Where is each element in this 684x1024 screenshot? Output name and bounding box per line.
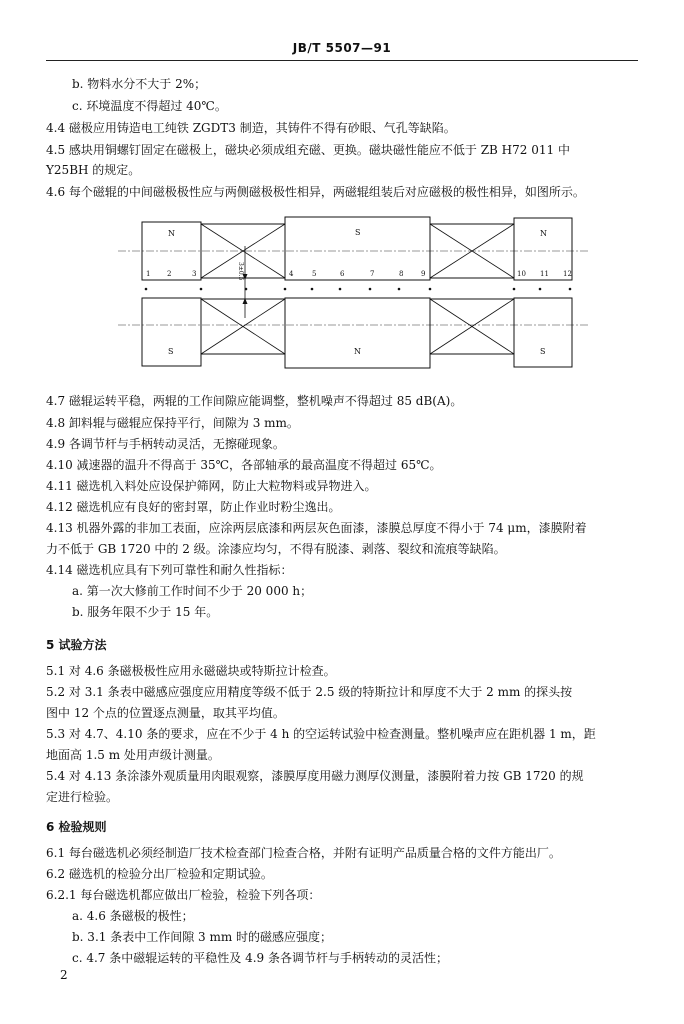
clause-5-4-cont: 定进行检验。 bbox=[46, 790, 119, 804]
pole-label-top-left: N bbox=[168, 229, 175, 238]
list-item-b: b. 3.1 条表中工作间隙 3 mm 时的磁感应强度； bbox=[72, 930, 333, 944]
clause-4-5-cont: Y25BH 的规定。 bbox=[46, 163, 141, 177]
list-item-c: c. 环境温度不得超过 40℃。 bbox=[72, 99, 227, 113]
clause-4-13: 4.13 机器外露的非加工表面，应涂两层底漆和两层灰色面漆，漆膜总厚度不得小于 74 μm，漆膜附着 bbox=[46, 521, 587, 535]
clause-5-3-cont: 地面高 1.5 m 处用声级计测量。 bbox=[46, 748, 220, 762]
pole-label-bot-mid: N bbox=[354, 347, 361, 356]
clause-4-12: 4.12 磁选机应有良好的密封罩，防止作业时粉尘逸出。 bbox=[46, 500, 341, 514]
clause-4-5: 4.5 感块用铜螺钉固定在磁极上，磁块必须成组充磁、更换。磁块磁性能应不低于 ZB H72 011 中 bbox=[46, 143, 570, 157]
point-number: 12 bbox=[563, 270, 572, 278]
clause-5-1: 5.1 对 4.6 条磁极极性应用永磁磁块或特斯拉计检查。 bbox=[46, 664, 336, 678]
pole-label-bot-left: S bbox=[168, 347, 174, 356]
point-number: 4 bbox=[289, 270, 294, 278]
point-number: 10 bbox=[517, 270, 526, 278]
list-item-b: b. 服务年限不少于 15 年。 bbox=[72, 605, 219, 619]
point-number: 11 bbox=[540, 270, 549, 278]
list-item-b: b. 物料水分不大于 2%； bbox=[72, 77, 207, 91]
clause-6-1: 6.1 每台磁选机必须经制造厂技术检查部门检查合格，并附有证明产品质量合格的文件方能出厂。 bbox=[46, 846, 561, 860]
pole-label-top-mid: S bbox=[355, 228, 361, 237]
clause-4-14: 4.14 磁选机应具有下列可靠性和耐久性指标： bbox=[46, 563, 293, 577]
gap-dimension-label: 3±0.5 bbox=[237, 262, 244, 281]
page-header: JB/T 5507—91 bbox=[292, 41, 392, 55]
point-number: 2 bbox=[167, 270, 172, 278]
measurement-dots bbox=[145, 288, 572, 291]
clause-4-10: 4.10 减速器的温升不得高于 35℃，各部轴承的最高温度不得超过 65℃。 bbox=[46, 458, 442, 472]
page-number: 2 bbox=[60, 968, 68, 982]
point-number: 3 bbox=[192, 270, 197, 278]
clause-4-4: 4.4 磁极应用铸造电工纯铁 ZGDT3 制造，其铸件不得有砂眼、气孔等缺陷。 bbox=[46, 121, 456, 135]
clause-4-6: 4.6 每个磁辊的中间磁极极性应与两侧磁极极性相异，两磁辊组装后对应磁极的极性相异，如图所示。 bbox=[46, 185, 585, 199]
section-5-title: 5 试验方法 bbox=[46, 638, 107, 652]
clause-4-8: 4.8 卸料辊与磁辊应保持平行，间隙为 3 mm。 bbox=[46, 416, 299, 430]
pole-label-top-right: N bbox=[540, 229, 547, 238]
clause-4-11: 4.11 磁选机入料处应设保护筛网，防止大粒物料或异物进入。 bbox=[46, 479, 377, 493]
clause-4-7: 4.7 磁辊运转平稳，两辊的工作间隙应能调整，整机噪声不得超过 85 dB(A)。 bbox=[46, 394, 463, 408]
clause-4-13-cont: 力不低于 GB 1720 中的 2 级。涂漆应均匀，不得有脱漆、剥落、裂纹和流痕等缺陷。 bbox=[46, 542, 506, 556]
pole-label-bot-right: S bbox=[540, 347, 546, 356]
point-number: 7 bbox=[370, 270, 375, 278]
magnetic-roller-figure bbox=[0, 0, 684, 390]
list-item-a: a. 第一次大修前工作时间不少于 20 000 h； bbox=[72, 584, 313, 598]
point-number: 9 bbox=[421, 270, 426, 278]
list-item-c: c. 4.7 条中磁辊运转的平稳性及 4.9 条各调节杆与手柄转动的灵活性； bbox=[72, 951, 448, 965]
list-item-a: a. 4.6 条磁极的极性； bbox=[72, 909, 194, 923]
clause-5-3: 5.3 对 4.7、4.10 条的要求，应在不少于 4 h 的空运转试验中检查测量。整机噪声应在距机器 1 m，距 bbox=[46, 727, 596, 741]
clause-5-2-cont: 图中 12 个点的位置逐点测量，取其平均值。 bbox=[46, 706, 285, 720]
section-6-title: 6 检验规则 bbox=[46, 820, 107, 834]
clause-5-4: 5.4 对 4.13 条涂漆外观质量用肉眼观察，漆膜厚度用磁力测厚仪测量，漆膜附着力按 GB 1720 的规 bbox=[46, 769, 584, 783]
clause-6-2: 6.2 磁选机的检验分出厂检验和定期试验。 bbox=[46, 867, 273, 881]
point-number: 1 bbox=[146, 270, 151, 278]
point-number: 6 bbox=[340, 270, 345, 278]
point-number: 5 bbox=[312, 270, 317, 278]
point-number: 8 bbox=[399, 270, 404, 278]
clause-5-2: 5.2 对 3.1 条表中磁感应强度应用精度等级不低于 2.5 级的特斯拉计和厚度不大于 2 mm 的探头按 bbox=[46, 685, 573, 699]
clause-4-9: 4.9 各调节杆与手柄转动灵活，无擦碰现象。 bbox=[46, 437, 285, 451]
clause-6-2-1: 6.2.1 每台磁选机都应做出厂检验，检验下列各项： bbox=[46, 888, 321, 902]
